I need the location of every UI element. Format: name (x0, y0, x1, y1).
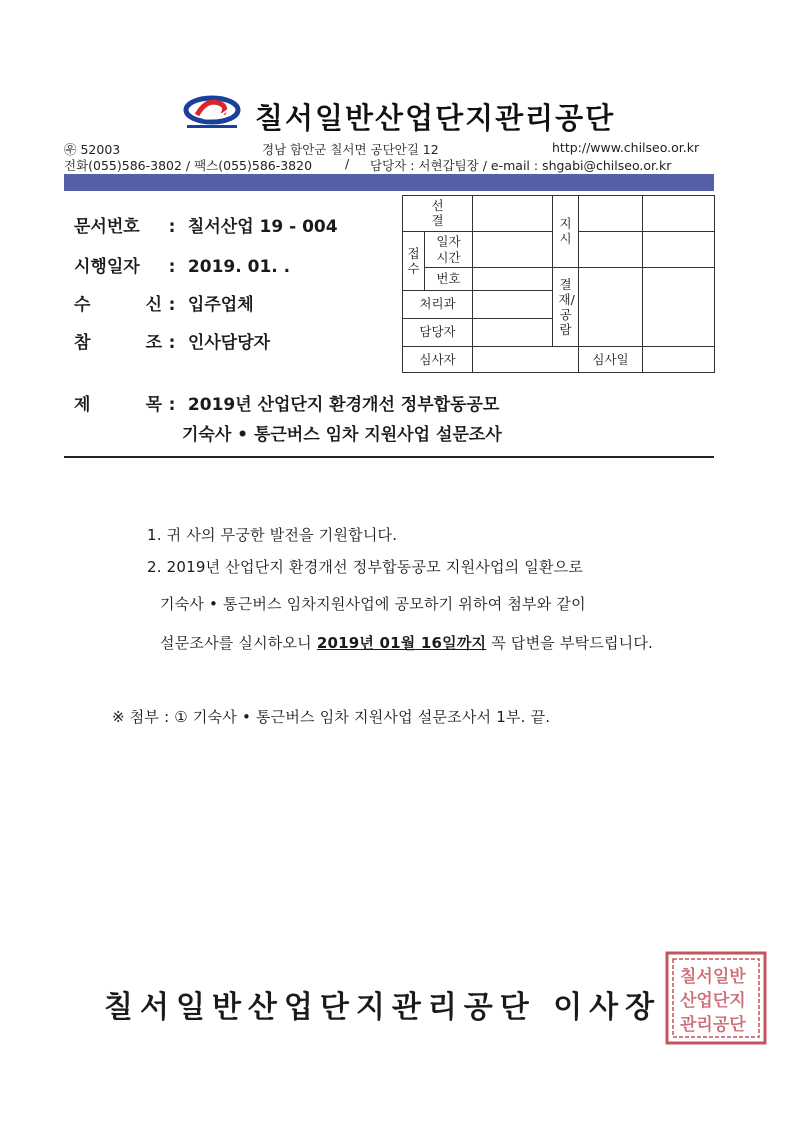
deadline: 2019년 01월 16일까지 (316, 634, 487, 652)
recipient-label: 수 신 (74, 295, 162, 315)
gyeoljae-cell: 결재/공람 (553, 268, 579, 346)
doc-number-label: 문서번호 (74, 217, 140, 237)
approval-table (402, 195, 715, 373)
jisi-input-3 (579, 232, 643, 268)
reference-value: 인사담당자 (187, 333, 271, 353)
signature-line: 칠서일반산업단지관리공단 이사장 (104, 990, 662, 1025)
postal-code: ㉾ 52003 (64, 142, 121, 157)
svg-text:칠서일반: 칠서일반 (680, 967, 746, 987)
simsail-cell: 심사일 (579, 346, 643, 372)
ilja-sigan-cell: 일자 시간 (425, 232, 473, 268)
recipient-value: 입주업체 (187, 295, 254, 315)
contact-info: 담당자 : 서현갑팀장 / e-mail : shgabi@chilseo.or.kr (370, 158, 672, 173)
body-item-2-line-1: 2. 2019년 산업단지 환경개선 정부합동공모 지원사업의 일환으로 (147, 558, 584, 576)
address: 경남 함안군 칠서면 공단안길 12 (262, 142, 439, 157)
beonho-cell: 번호 (425, 268, 473, 290)
simsaja-input (473, 346, 579, 372)
jisi-input-1 (579, 196, 643, 232)
cheorigwa-input (473, 290, 553, 318)
subject-label: 제 목 (74, 395, 162, 415)
official-seal (664, 950, 768, 1046)
jisi-input-4 (643, 232, 715, 268)
svg-text:관리공단: 관리공단 (680, 1015, 746, 1035)
gyeoljae-input-1 (579, 268, 643, 346)
jisi-cell: 지시 (553, 196, 579, 268)
organization-title: 칠서일반산업단지관리공단 (255, 101, 616, 135)
jisi-input-2 (643, 196, 715, 232)
body-item-2-line-2: 기숙사 • 통근버스 임차지원사업에 공모하기 위하여 첨부와 같이 (160, 595, 586, 613)
body-text-pre: 설문조사를 실시하오니 (160, 634, 312, 652)
seongyeol-cell: 선결 (403, 196, 473, 232)
subject-line-2: 기숙사 • 통근버스 임차 지원사업 설문조사 (182, 425, 502, 445)
subject-line-1: 2019년 산업단지 환경개선 정부합동공모 (187, 395, 500, 415)
gyeoljae-input-2 (643, 268, 715, 346)
issue-date-label: 시행일자 (74, 257, 140, 277)
simsail-input (643, 346, 715, 372)
issue-date-value: 2019. 01. . (187, 257, 291, 277)
reference-label: 참 조 (74, 333, 162, 353)
attachment-note: ※ 첨부 : ① 기숙사 • 통근버스 임차 지원사업 설문조사서 1부. 끝. (112, 708, 551, 726)
beonho-input (473, 268, 553, 290)
divider-rule (64, 456, 714, 458)
organization-logo (183, 95, 241, 131)
seongyeol-input (473, 196, 553, 232)
damdangja-cell: 담당자 (403, 318, 473, 346)
svg-text:산업단지: 산업단지 (680, 991, 746, 1011)
issue-date-row: 시행일자 : 2019. 01. . (74, 252, 290, 277)
subject-row: 제 목 : 2019년 산업단지 환경개선 정부합동공모 (74, 390, 499, 415)
ilja-sigan-input (473, 232, 553, 268)
separator: / (345, 156, 350, 171)
phone-fax: 전화(055)586-3802 / 팩스(055)586-3820 (64, 158, 313, 173)
doc-number-value: 칠서산업 19 - 004 (187, 217, 338, 237)
body-text-post: 꼭 답변을 부탁드립니다. (491, 634, 654, 652)
header-bar (64, 174, 714, 191)
body-item-2-line-3 (160, 632, 653, 653)
doc-number-row: 문서번호 : 칠서산업 19 - 004 (74, 212, 338, 237)
simsaja-cell: 심사자 (403, 346, 473, 372)
recipient-row: 수 신 : 입주업체 (74, 290, 254, 315)
jeopsu-cell: 접수 (403, 232, 425, 290)
cheorigwa-cell: 처리과 (403, 290, 473, 318)
website-link[interactable]: http://www.chilseo.or.kr (552, 140, 700, 155)
body-item-1: 1. 귀 사의 무궁한 발전을 기원합니다. (147, 526, 398, 544)
reference-row: 참 조 : 인사담당자 (74, 328, 270, 353)
damdangja-input (473, 318, 553, 346)
